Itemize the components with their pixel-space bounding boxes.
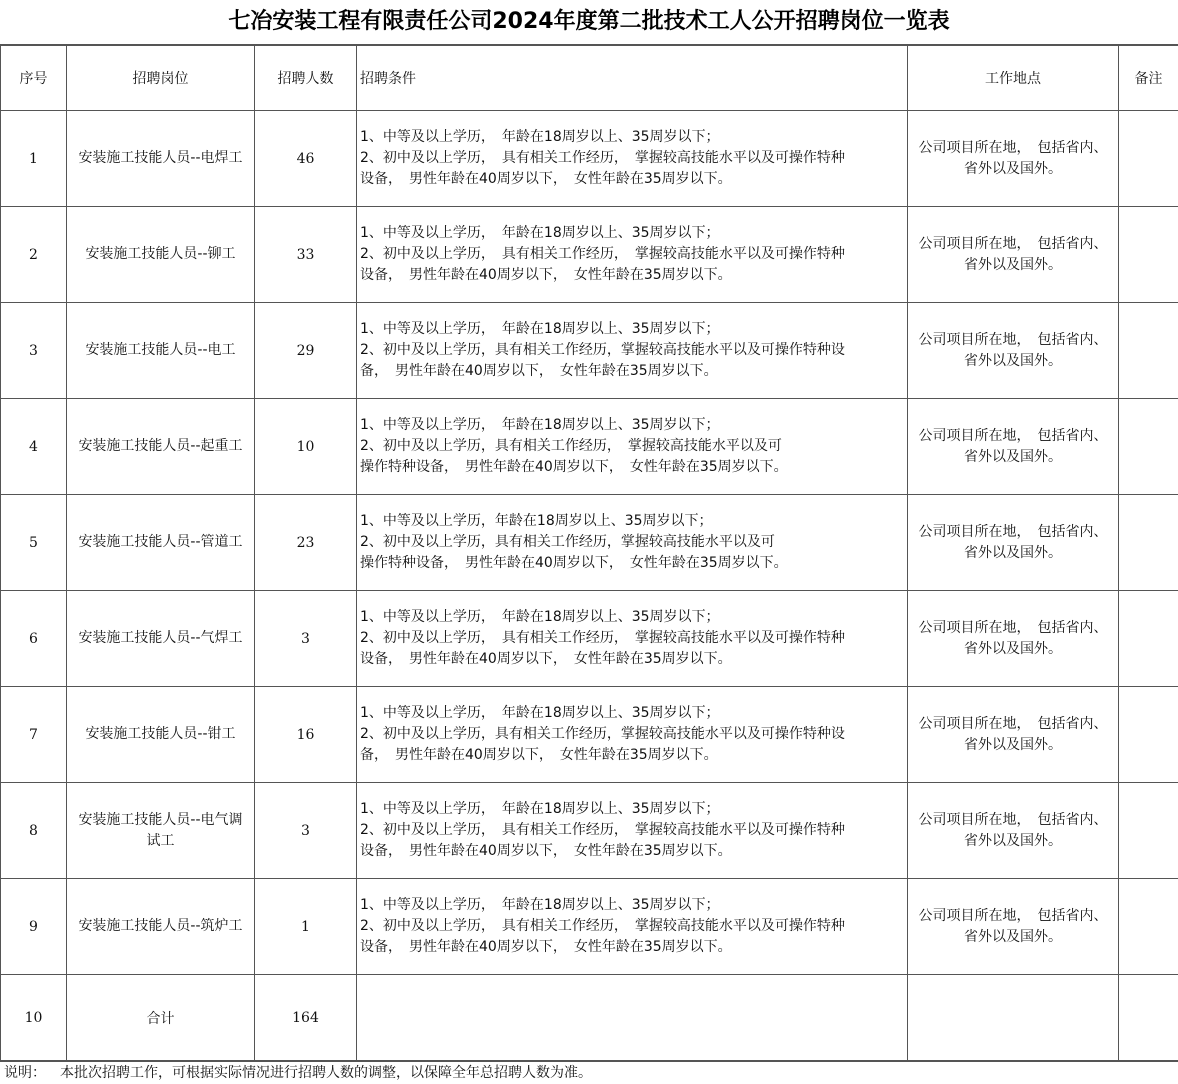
footnote bbox=[0, 1061, 1178, 1084]
row-count: 10 bbox=[255, 399, 357, 495]
condition-line: 2、初中及以上学历，具有相关工作经历，掌握较高技能水平以及可操作特种设 bbox=[360, 724, 903, 745]
total-label: 合计 bbox=[67, 975, 255, 1061]
table-header-row bbox=[1, 46, 1178, 111]
table-row bbox=[1, 879, 1178, 975]
row-location: 公司项目所在地， 包括省内、省外以及国外。 bbox=[908, 399, 1119, 495]
header-position: 招聘岗位 bbox=[67, 46, 255, 111]
row-position: 安装施工技能人员--铆工 bbox=[67, 207, 255, 303]
table-row bbox=[1, 399, 1178, 495]
total-row bbox=[1, 975, 1178, 1061]
row-remark bbox=[1119, 687, 1178, 783]
row-remark bbox=[1119, 495, 1178, 591]
row-conditions bbox=[357, 591, 908, 687]
header-location: 工作地点 bbox=[908, 46, 1119, 111]
condition-line: 1、中等及以上学历， 年龄在18周岁以上、35周岁以下； bbox=[360, 607, 903, 628]
row-location: 公司项目所在地， 包括省内、省外以及国外。 bbox=[908, 591, 1119, 687]
condition-line: 1、中等及以上学历， 年龄在18周岁以上、35周岁以下； bbox=[360, 223, 903, 244]
row-remark bbox=[1119, 303, 1178, 399]
row-conditions bbox=[357, 207, 908, 303]
condition-line: 设备， 男性年龄在40周岁以下， 女性年龄在35周岁以下。 bbox=[360, 169, 903, 190]
row-count: 3 bbox=[255, 591, 357, 687]
row-count: 46 bbox=[255, 111, 357, 207]
row-count: 33 bbox=[255, 207, 357, 303]
header-no: 序号 bbox=[1, 46, 67, 111]
row-no: 5 bbox=[1, 495, 67, 591]
table-row bbox=[1, 783, 1178, 879]
total-remark-empty bbox=[1119, 975, 1178, 1061]
row-remark bbox=[1119, 783, 1178, 879]
row-no: 9 bbox=[1, 879, 67, 975]
total-location-empty bbox=[908, 975, 1119, 1061]
row-conditions bbox=[357, 879, 908, 975]
table-row bbox=[1, 687, 1178, 783]
table-row bbox=[1, 495, 1178, 591]
condition-line: 设备， 男性年龄在40周岁以下， 女性年龄在35周岁以下。 bbox=[360, 265, 903, 286]
condition-line: 操作特种设备， 男性年龄在40周岁以下， 女性年龄在35周岁以下。 bbox=[360, 553, 903, 574]
table-row bbox=[1, 303, 1178, 399]
row-position: 安装施工技能人员--气焊工 bbox=[67, 591, 255, 687]
row-position: 安装施工技能人员--起重工 bbox=[67, 399, 255, 495]
condition-line: 2、初中及以上学历， 具有相关工作经历， 掌握较高技能水平以及可操作特种 bbox=[360, 916, 903, 937]
condition-line: 1、中等及以上学历， 年龄在18周岁以上、35周岁以下； bbox=[360, 799, 903, 820]
row-conditions bbox=[357, 399, 908, 495]
row-position: 安装施工技能人员--电气调试工 bbox=[67, 783, 255, 879]
row-location: 公司项目所在地， 包括省内、省外以及国外。 bbox=[908, 879, 1119, 975]
row-conditions bbox=[357, 495, 908, 591]
condition-line: 设备， 男性年龄在40周岁以下， 女性年龄在35周岁以下。 bbox=[360, 841, 903, 862]
row-conditions bbox=[357, 303, 908, 399]
total-count: 164 bbox=[255, 975, 357, 1061]
row-no: 8 bbox=[1, 783, 67, 879]
table-row bbox=[1, 591, 1178, 687]
total-conditions-empty bbox=[357, 975, 908, 1061]
table-row bbox=[1, 111, 1178, 207]
row-count: 16 bbox=[255, 687, 357, 783]
row-location: 公司项目所在地， 包括省内、省外以及国外。 bbox=[908, 495, 1119, 591]
row-count: 29 bbox=[255, 303, 357, 399]
footnote-label: 说明： bbox=[4, 1065, 46, 1081]
condition-line: 备， 男性年龄在40周岁以下， 女性年龄在35周岁以下。 bbox=[360, 361, 903, 382]
row-location: 公司项目所在地， 包括省内、省外以及国外。 bbox=[908, 783, 1119, 879]
row-location: 公司项目所在地， 包括省内、省外以及国外。 bbox=[908, 303, 1119, 399]
row-count: 3 bbox=[255, 783, 357, 879]
row-position: 安装施工技能人员--管道工 bbox=[67, 495, 255, 591]
row-position: 安装施工技能人员--筑炉工 bbox=[67, 879, 255, 975]
condition-line: 2、初中及以上学历，具有相关工作经历，掌握较高技能水平以及可操作特种设 bbox=[360, 340, 903, 361]
row-count: 23 bbox=[255, 495, 357, 591]
row-remark bbox=[1119, 399, 1178, 495]
header-remark: 备注 bbox=[1119, 46, 1178, 111]
condition-line: 设备， 男性年龄在40周岁以下， 女性年龄在35周岁以下。 bbox=[360, 649, 903, 670]
row-location: 公司项目所在地， 包括省内、省外以及国外。 bbox=[908, 111, 1119, 207]
condition-line: 2、初中及以上学历， 具有相关工作经历， 掌握较高技能水平以及可操作特种 bbox=[360, 820, 903, 841]
row-remark bbox=[1119, 207, 1178, 303]
row-remark bbox=[1119, 111, 1178, 207]
row-no: 7 bbox=[1, 687, 67, 783]
row-remark bbox=[1119, 591, 1178, 687]
condition-line: 2、初中及以上学历，具有相关工作经历，掌握较高技能水平以及可 bbox=[360, 532, 903, 553]
condition-line: 2、初中及以上学历，具有相关工作经历， 掌握较高技能水平以及可 bbox=[360, 436, 903, 457]
condition-line: 2、初中及以上学历， 具有相关工作经历， 掌握较高技能水平以及可操作特种 bbox=[360, 148, 903, 169]
row-no: 3 bbox=[1, 303, 67, 399]
table-row bbox=[1, 207, 1178, 303]
total-no: 10 bbox=[1, 975, 67, 1061]
page-title: 七冶安装工程有限责任公司2024年度第二批技术工人公开招聘岗位一览表 bbox=[0, 0, 1178, 45]
condition-line: 操作特种设备， 男性年龄在40周岁以下， 女性年龄在35周岁以下。 bbox=[360, 457, 903, 478]
condition-line: 1、中等及以上学历， 年龄在18周岁以上、35周岁以下； bbox=[360, 415, 903, 436]
row-position: 安装施工技能人员--钳工 bbox=[67, 687, 255, 783]
condition-line: 设备， 男性年龄在40周岁以下， 女性年龄在35周岁以下。 bbox=[360, 937, 903, 958]
condition-line: 1、中等及以上学历， 年龄在18周岁以上、35周岁以下； bbox=[360, 319, 903, 340]
condition-line: 备， 男性年龄在40周岁以下， 女性年龄在35周岁以下。 bbox=[360, 745, 903, 766]
recruitment-table bbox=[0, 45, 1178, 1061]
row-no: 6 bbox=[1, 591, 67, 687]
header-conditions: 招聘条件 bbox=[357, 46, 908, 111]
condition-line: 2、初中及以上学历， 具有相关工作经历， 掌握较高技能水平以及可操作特种 bbox=[360, 628, 903, 649]
condition-line: 1、中等及以上学历，年龄在18周岁以上、35周岁以下； bbox=[360, 511, 903, 532]
row-count: 1 bbox=[255, 879, 357, 975]
condition-line: 2、初中及以上学历， 具有相关工作经历， 掌握较高技能水平以及可操作特种 bbox=[360, 244, 903, 265]
row-location: 公司项目所在地， 包括省内、省外以及国外。 bbox=[908, 207, 1119, 303]
row-conditions bbox=[357, 687, 908, 783]
condition-line: 1、中等及以上学历， 年龄在18周岁以上、35周岁以下； bbox=[360, 127, 903, 148]
row-position: 安装施工技能人员--电焊工 bbox=[67, 111, 255, 207]
condition-line: 1、中等及以上学历， 年龄在18周岁以上、35周岁以下； bbox=[360, 895, 903, 916]
row-conditions bbox=[357, 783, 908, 879]
condition-line: 1、中等及以上学历， 年龄在18周岁以上、35周岁以下； bbox=[360, 703, 903, 724]
row-location: 公司项目所在地， 包括省内、省外以及国外。 bbox=[908, 687, 1119, 783]
row-no: 1 bbox=[1, 111, 67, 207]
header-count: 招聘人数 bbox=[255, 46, 357, 111]
row-no: 4 bbox=[1, 399, 67, 495]
row-no: 2 bbox=[1, 207, 67, 303]
footnote-text: 本批次招聘工作，可根据实际情况进行招聘人数的调整，以保障全年总招聘人数为准。 bbox=[60, 1065, 592, 1081]
row-remark bbox=[1119, 879, 1178, 975]
row-position: 安装施工技能人员--电工 bbox=[67, 303, 255, 399]
row-conditions bbox=[357, 111, 908, 207]
